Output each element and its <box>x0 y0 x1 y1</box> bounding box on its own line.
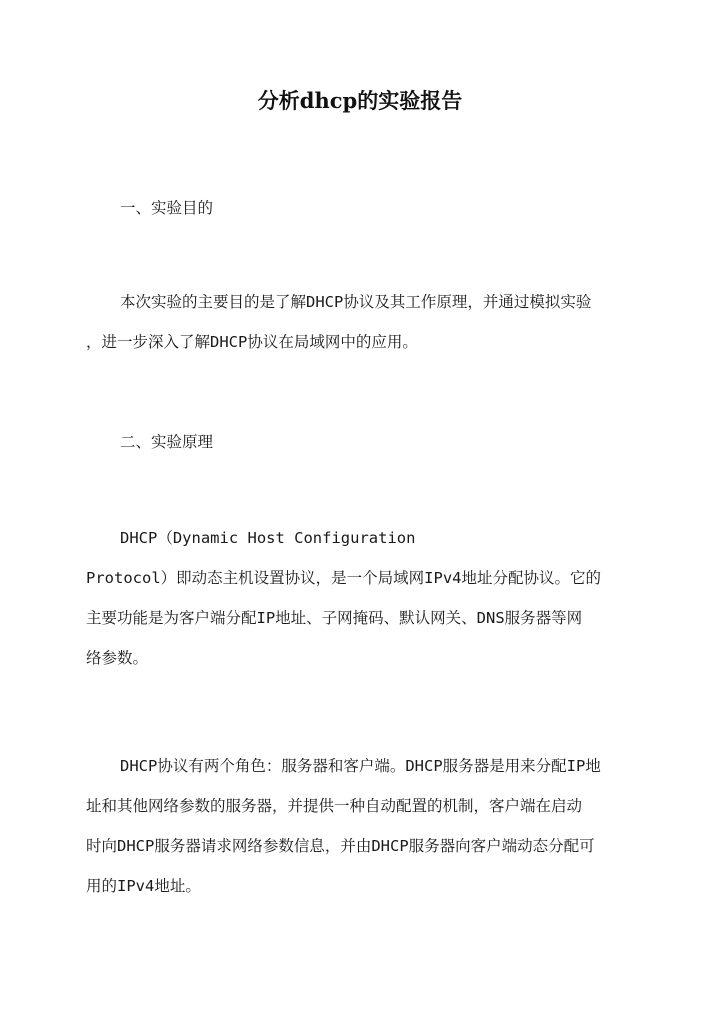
paragraph-line: 时向DHCP服务器请求网络参数信息，并由DHCP服务器向客户端动态分配可 <box>86 837 595 855</box>
paragraph-line: 络参数。 <box>86 649 149 667</box>
paragraph-dhcp-definition <box>86 526 636 686</box>
paragraph-purpose <box>86 290 636 370</box>
paragraph-line: 址和其他网络参数的服务器，并提供一种自动配置的机制，客户端在启动 <box>86 797 583 815</box>
paragraph-line: Protocol）即动态主机设置协议，是一个局域网IPv4地址分配协议。它的 <box>86 569 601 587</box>
section-heading-purpose: 一、实验目的 <box>120 199 214 217</box>
paragraph-line: ，进一步深入了解DHCP协议在局域网中的应用。 <box>86 333 418 351</box>
paragraph-dhcp-roles <box>86 754 636 914</box>
paragraph-line: 主要功能是为客户端分配IP地址、子网掩码、默认网关、DNS服务器等网 <box>86 609 583 627</box>
paragraph-line: 本次实验的主要目的是了解DHCP协议及其工作原理，并通过模拟实验 <box>120 293 592 311</box>
paragraph-line: DHCP（Dynamic Host Configuration <box>120 529 416 547</box>
document-title: 分析dhcp的实验报告 <box>257 88 463 113</box>
paragraph-line: 用的IPv4地址。 <box>86 877 201 895</box>
paragraph-line: DHCP协议有两个角色：服务器和客户端。DHCP服务器是用来分配IP地 <box>120 757 601 775</box>
section-heading-principle: 二、实验原理 <box>120 433 214 451</box>
